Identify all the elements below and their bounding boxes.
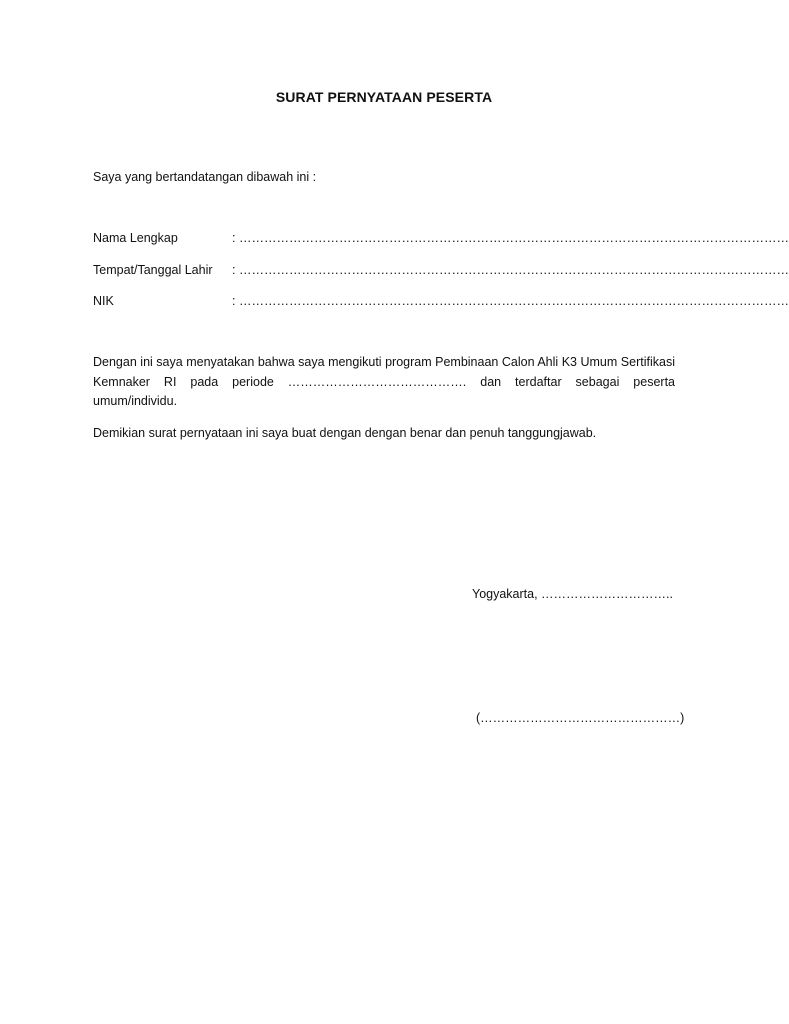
document-title: SURAT PERNYATAAN PESERTA [275,89,493,105]
closing-paragraph: Demikian surat pernyataan ini saya buat dengan dengan benar dan penuh tanggungjawab. [93,426,597,440]
field-value-placeholder: : …………………………………………………………………………………………………………………… [232,231,789,245]
field-label: Tempat/Tanggal Lahir [93,263,213,277]
field-row-nik [93,294,789,312]
intro-text: Saya yang bertandatangan dibawah ini : [93,170,317,184]
field-row-nama-lengkap [93,231,789,249]
field-value-placeholder: : …………………………………………………………………………………………………………………… [232,263,789,277]
place-date-line: Yogyakarta, ………………………….. [472,587,673,601]
field-label: Nama Lengkap [93,231,178,245]
field-label: NIK [93,294,114,308]
field-value-placeholder: : …………………………………………………………………………………………………………………… [232,294,789,308]
statement-paragraph: Dengan ini saya menyatakan bahwa saya mengikuti program Pembinaan Calon Ahli K3 Umum Sertifikasi Kemnaker RI pada periode ……………………………………. dan terdaftar sebagai peserta umum/individu. [93,355,675,408]
field-row-tempat-tanggal-lahir [93,263,789,281]
signature-line: (…………………………………………) [476,711,685,725]
